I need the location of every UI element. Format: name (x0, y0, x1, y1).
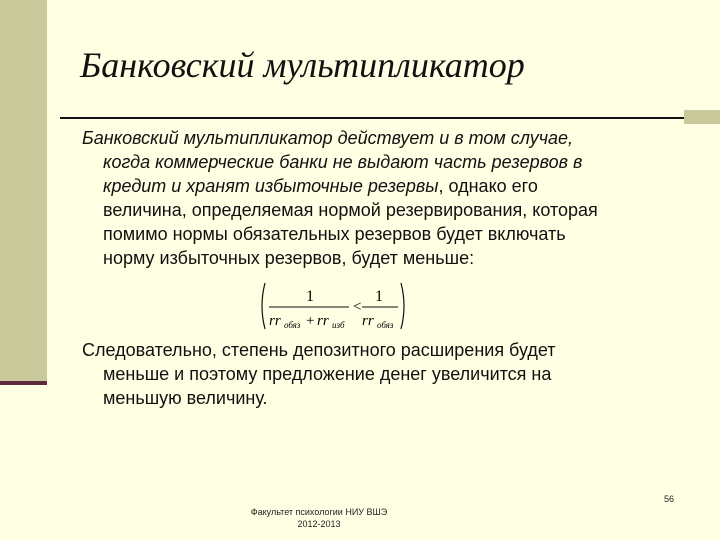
term-bank-multiplier: Банковский мультипликатор (82, 128, 333, 148)
footer-faculty: Факультет психологии НИУ ВШЭ (250, 507, 388, 517)
formula-rr-obyaz-right: rr (362, 313, 374, 329)
title-divider (60, 117, 684, 119)
paragraph-1-line-5: помимо нормы обязательных резервов будет включать (103, 224, 566, 244)
paragraph-1-line-3 (82, 174, 682, 198)
page-number: 56 (664, 494, 675, 504)
formula-sub-obyaz: обяз (284, 320, 301, 330)
paragraph-2-line-2: меньше и поэтому предложение денег увеличится на (103, 364, 552, 384)
paragraph-1-line-3-italic: кредит и хранят избыточные резервы (103, 176, 439, 196)
formula-left-paren (262, 283, 265, 329)
paragraph-1 (82, 126, 682, 270)
paragraph-1-line-3-rest: , однако его (438, 176, 538, 196)
paragraph-2-line-1: Следовательно, степень депозитного расширения будет (82, 340, 556, 360)
left-accent-band (0, 0, 47, 381)
paragraph-1-line-6: норму избыточных резервов, будет меньше: (103, 248, 475, 268)
formula-right-paren (401, 283, 404, 329)
paragraph-1-line-4: величина, определяемая нормой резервирования, которая (103, 200, 598, 220)
paragraph-2-line-3: меньшую величину. (103, 388, 268, 408)
formula-sub-izb: изб (332, 320, 345, 330)
paragraph-1-line-1 (82, 126, 682, 150)
footer (225, 506, 413, 530)
formula-less-than: < (353, 299, 362, 315)
formula-sub-obyaz-right: обяз (377, 320, 394, 330)
paragraph-2 (82, 338, 682, 410)
formula-rr-obyaz: rr (269, 313, 281, 329)
formula-numerator-left: 1 (306, 288, 314, 305)
paragraph-1-line-2: когда коммерческие банки не выдают часть резервов в (103, 152, 583, 172)
slide-title: Банковский мультипликатор (80, 45, 525, 85)
reserve-ratio-formula (258, 280, 408, 332)
paragraph-1-line-1-rest: действует и в том случае, (332, 128, 574, 148)
formula-numerator-right: 1 (375, 288, 383, 305)
formula-rr-izb: rr (317, 313, 329, 329)
left-accent-rule (0, 381, 47, 385)
right-accent-block (684, 110, 720, 124)
formula-plus: + (306, 313, 315, 329)
footer-years: 2012-2013 (297, 519, 341, 529)
